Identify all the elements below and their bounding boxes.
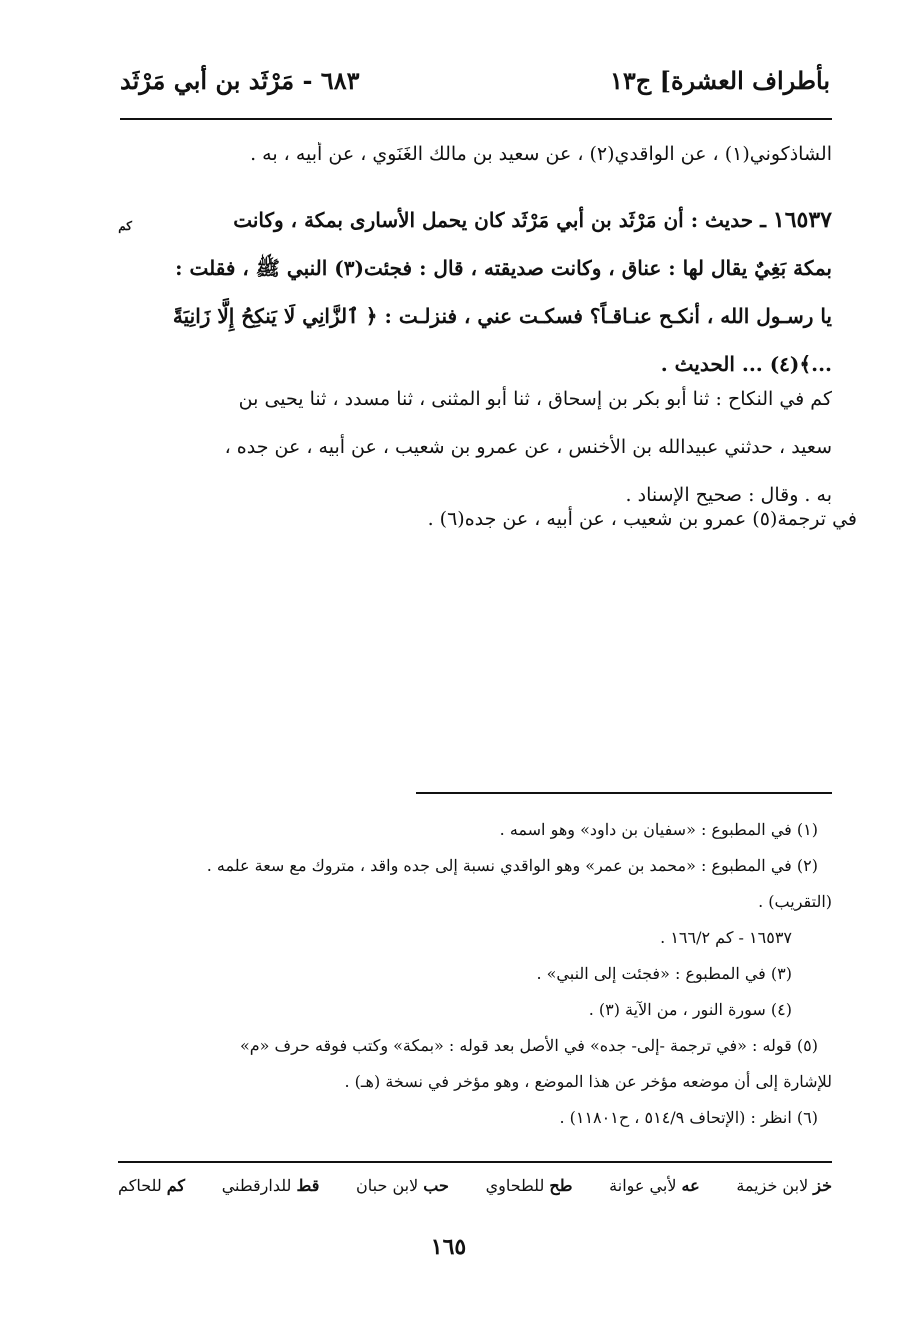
footnote-3: (٣) في المطبوع : «فجئت إلى النبي» . xyxy=(536,964,792,983)
footnote-5-cont: للإشارة إلى أن موضعه مؤخر عن هذا الموضع ، وهو مؤخر في نسخة (هـ) . xyxy=(344,1072,832,1091)
source-marker: كم xyxy=(118,219,132,233)
footnote-4: (٤) سورة النور ، من الآية (٣) . xyxy=(588,1000,792,1019)
abbrev-item: كم للحاكم xyxy=(118,1176,186,1195)
abbrev-item: خز لابن خزيمة xyxy=(736,1176,832,1195)
header-chapter-title: ٦٨٣ - مَرْثَد بن أبي مَرْثَد xyxy=(120,66,360,95)
page-number: ١٦٥ xyxy=(430,1234,467,1260)
hadith-line-1 xyxy=(118,196,832,244)
footnote-2-cont: (التقريب) . xyxy=(758,892,832,911)
hadith-line-2: بمكة بَغِيٌ يقال لها : عناق ، وكانت صديقته ، قال : فجئت(٣) النبي ﷺ ، فقلت : xyxy=(175,256,832,280)
hadith-text-1: ـ حديث : أن مَرْثَد بن أبي مَرْثَد كان يحمل الأسارى بمكة ، وكانت xyxy=(233,208,766,232)
abbrev-item: طح للطحاوي xyxy=(485,1176,573,1195)
isnad-line-1: كم في النكاح : ثنا أبو بكر بن إسحاق ، ثنا أبو المثنى ، ثنا مسدد ، ثنا يحيى بن xyxy=(238,388,832,410)
abbreviation-key xyxy=(118,1176,832,1195)
footnotes xyxy=(118,812,832,1136)
abbrev-divider xyxy=(118,1161,832,1163)
isnad-line-2: سعيد ، حدثني عبيدالله بن الأخنس ، عن عمرو بن شعيب ، عن أبيه ، عن جده ، xyxy=(224,436,832,458)
footnote-1: (١) في المطبوع : «سفيان بن داود» وهو اسمه . xyxy=(499,820,818,839)
running-header xyxy=(120,66,830,106)
footnote-divider xyxy=(416,792,832,794)
abbrev-item: عه لأبي عوانة xyxy=(609,1176,700,1195)
header-volume-title: بأطراف العشرة] ج١٣ xyxy=(609,66,830,95)
header-divider xyxy=(120,118,832,120)
footnote-5: (٥) قوله : «في ترجمة -إلى- جده» في الأصل بعد قوله : «بمكة» وكتب فوقه حرف «م» xyxy=(239,1036,818,1055)
hadith-line-4: ...﴾(٤) ... الحديث . xyxy=(660,352,832,376)
abbrev-item: حب لابن حبان xyxy=(356,1176,449,1195)
isnad-line-3: به . وقال : صحيح الإسناد . xyxy=(625,484,832,506)
intro-paragraph xyxy=(118,142,832,166)
hadith-number: ١٦٥٣٧ xyxy=(772,207,832,233)
footnote-ref: ١٦٥٣٧ - كم ١٦٦/٢ . xyxy=(660,928,792,947)
abbrev-item: قط للدارقطني xyxy=(221,1176,320,1195)
isnad-paragraph xyxy=(118,375,832,519)
intro-line: الشاذكوني(١) ، عن الواقدي(٢) ، عن سعيد بن مالك الغَنَوي ، عن أبيه ، به . xyxy=(250,143,832,165)
footnote-2: (٢) في المطبوع : «محمد بن عمر» وهو الواقدي نسبة إلى جده واقد ، متروك مع سعة علمه . xyxy=(206,856,818,875)
hadith-line-3: يا رسـول الله ، أنكـح عنـاقـاً؟ فسكـت عني ، فنزلـت : ﴿ ٱلزَّانِي لَا يَنكِحُ إِلَّا زَانِيَةً xyxy=(172,304,832,328)
tarjama-line: في ترجمة(٥) عمرو بن شعيب ، عن أبيه ، عن جده(٦) . xyxy=(427,508,857,530)
footnote-6: (٦) انظر : (الإتحاف ٥١٤/٩ ، ح١١٨٠١) . xyxy=(559,1108,818,1127)
hadith-entry xyxy=(118,196,832,388)
